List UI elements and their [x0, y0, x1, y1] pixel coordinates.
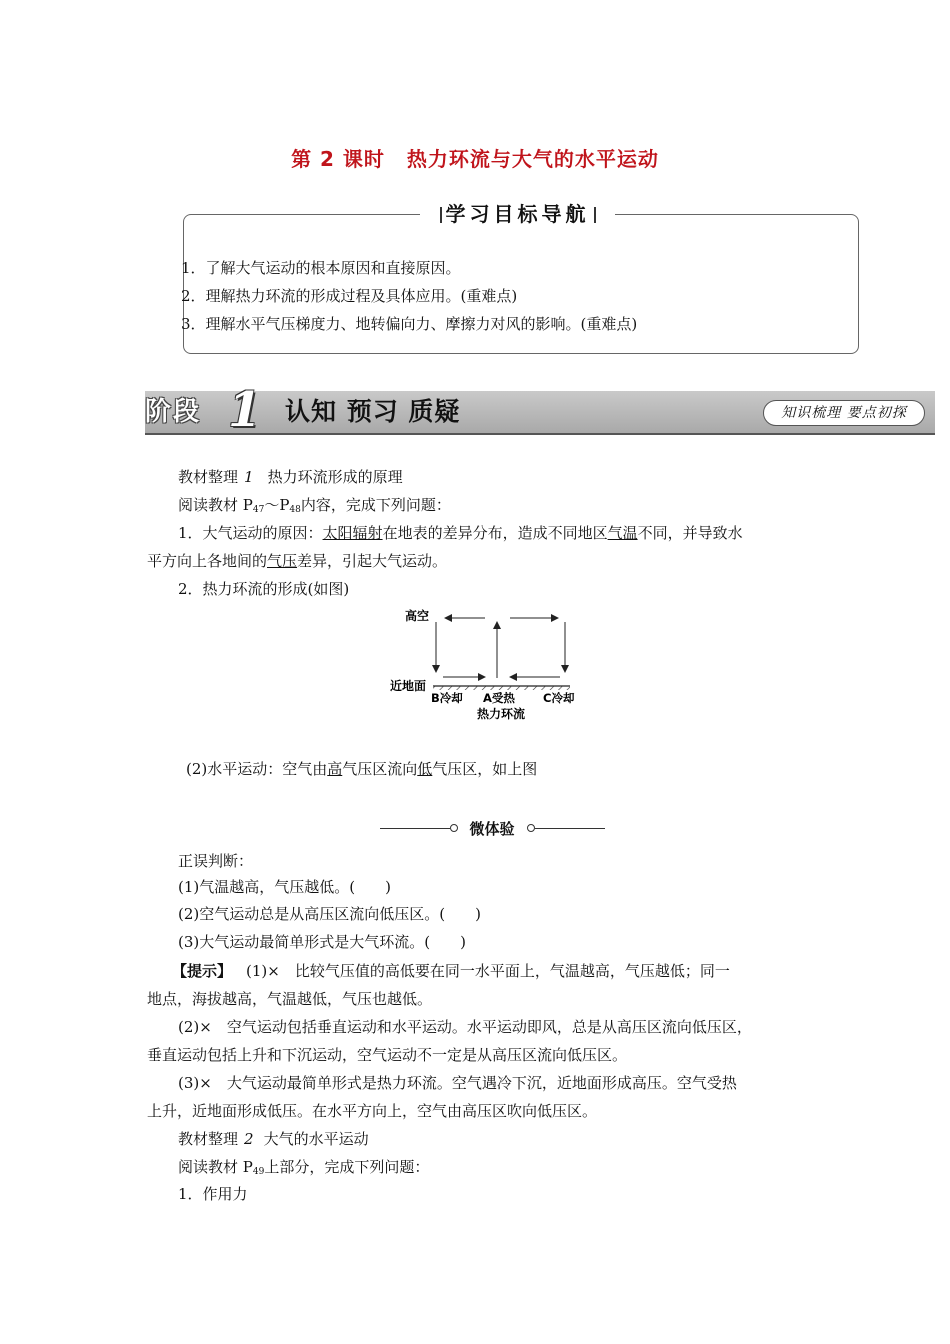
section1-heading	[178, 467, 403, 487]
section1-reading	[178, 495, 451, 520]
section1-title: 热力环流形成的原理	[267, 468, 403, 486]
text: 气压区，如上图	[432, 760, 538, 778]
tip-line: 地点，海拔越高，气温越低，气压也越低。	[147, 990, 433, 1008]
tip-label: 【提示】	[172, 962, 233, 980]
answer: 低	[417, 760, 433, 778]
quiz-item: (3)大气运动最简单形式是大气环流。( )	[178, 933, 466, 951]
goal-item: 1．了解大气运动的根本原因和直接原因。	[181, 259, 461, 277]
goals-heading	[420, 201, 615, 227]
weitiyan-divider	[380, 818, 605, 840]
text: 在地表的差异分布，造成不同地区	[382, 524, 608, 542]
answer: 高	[327, 760, 343, 778]
tip-text: (1)× 比较气压值的高低要在同一水平面上，气温越高，气压越低；同一	[246, 962, 730, 980]
tip-line	[172, 961, 730, 981]
goal-item: 2．理解热力环流的形成过程及具体应用。(重难点)	[181, 287, 518, 305]
section2-label: 教材整理	[178, 1130, 239, 1148]
tip-line: (3)× 大气运动最简单形式是热力环流。空气遇冷下沉，近地面形成高压。空气受热	[178, 1074, 737, 1092]
paragraph	[178, 523, 743, 543]
read-text: 内容，完成下列问题：	[300, 496, 451, 514]
quiz-title: 正误判断：	[178, 852, 254, 870]
answer: 太阳辐射	[322, 524, 383, 542]
tip-line: (2)× 空气运动包括垂直运动和水平运动。水平运动即风，总是从高压区流向低压区，	[178, 1018, 752, 1036]
goal-item: 3．理解水平气压梯度力、地转偏向力、摩擦力对风的影响。(重难点)	[181, 315, 638, 333]
stage-title: 认知 预习 质疑	[285, 397, 461, 426]
read-text: ～P	[264, 496, 290, 514]
text: 气压区流向	[342, 760, 418, 778]
label-high: 高空	[405, 609, 430, 623]
lesson-number: 第 2 课时	[291, 147, 385, 171]
label-b: B冷却	[431, 691, 463, 705]
stage-label: 阶段	[145, 397, 202, 427]
text: 差异，引起大气运动。	[297, 552, 448, 570]
read-text: 上部分，完成下列问题：	[264, 1158, 430, 1176]
paragraph: 2．热力环流的形成(如图)	[178, 580, 350, 598]
goals-heading-text: 学习目标导航	[445, 202, 590, 226]
text: 1．大气运动的原因：	[178, 524, 323, 542]
lesson-title	[0, 143, 950, 172]
quiz-item: (2)空气运动总是从高压区流向低压区。( )	[178, 905, 481, 923]
section2-reading	[178, 1157, 429, 1182]
tip-line: 上升，近地面形成低压。在水平方向上，空气由高压区吹向低压区。	[147, 1102, 598, 1120]
weitiyan-label: 微体验	[469, 820, 515, 838]
paragraph	[147, 551, 447, 571]
read-text: 阅读教材 P	[178, 1158, 253, 1176]
section1-label: 教材整理	[178, 468, 239, 486]
tip-line: 垂直运动包括上升和下沉运动，空气运动不一定是从高压区流向低压区。	[147, 1046, 628, 1064]
page-number: 49	[252, 1167, 265, 1177]
section2-heading	[178, 1129, 369, 1149]
text: (2)水平运动：空气由	[186, 760, 328, 778]
read-text: 阅读教材 P	[178, 496, 253, 514]
label-ground: 近地面	[390, 679, 427, 693]
label-c: C冷却	[543, 691, 575, 705]
stage-number: 1	[228, 382, 262, 438]
quiz-item: (1)气温越高，气压越低。( )	[178, 878, 391, 896]
diagram-caption: 热力环流	[477, 707, 526, 721]
answer: 气压	[267, 552, 298, 570]
label-a: A受热	[483, 691, 515, 705]
ground-hatch	[433, 686, 570, 690]
section2-title: 大气的水平运动	[263, 1130, 369, 1148]
answer: 气温	[607, 524, 638, 542]
page-number: 48	[289, 505, 301, 515]
lesson-title-text: 热力环流与大气的水平运动	[406, 147, 659, 171]
text: 不同，并导致水	[637, 524, 743, 542]
page-number: 47	[252, 505, 265, 515]
section2-num: 2	[244, 1130, 254, 1148]
paragraph: 1．作用力	[178, 1185, 248, 1203]
text: 平方向上各地间的	[147, 552, 268, 570]
stage-tag: 知识梳理 要点初探	[763, 400, 925, 426]
thermal-circulation-diagram	[385, 600, 585, 725]
paragraph	[186, 759, 537, 779]
section1-num: 1	[244, 468, 254, 486]
